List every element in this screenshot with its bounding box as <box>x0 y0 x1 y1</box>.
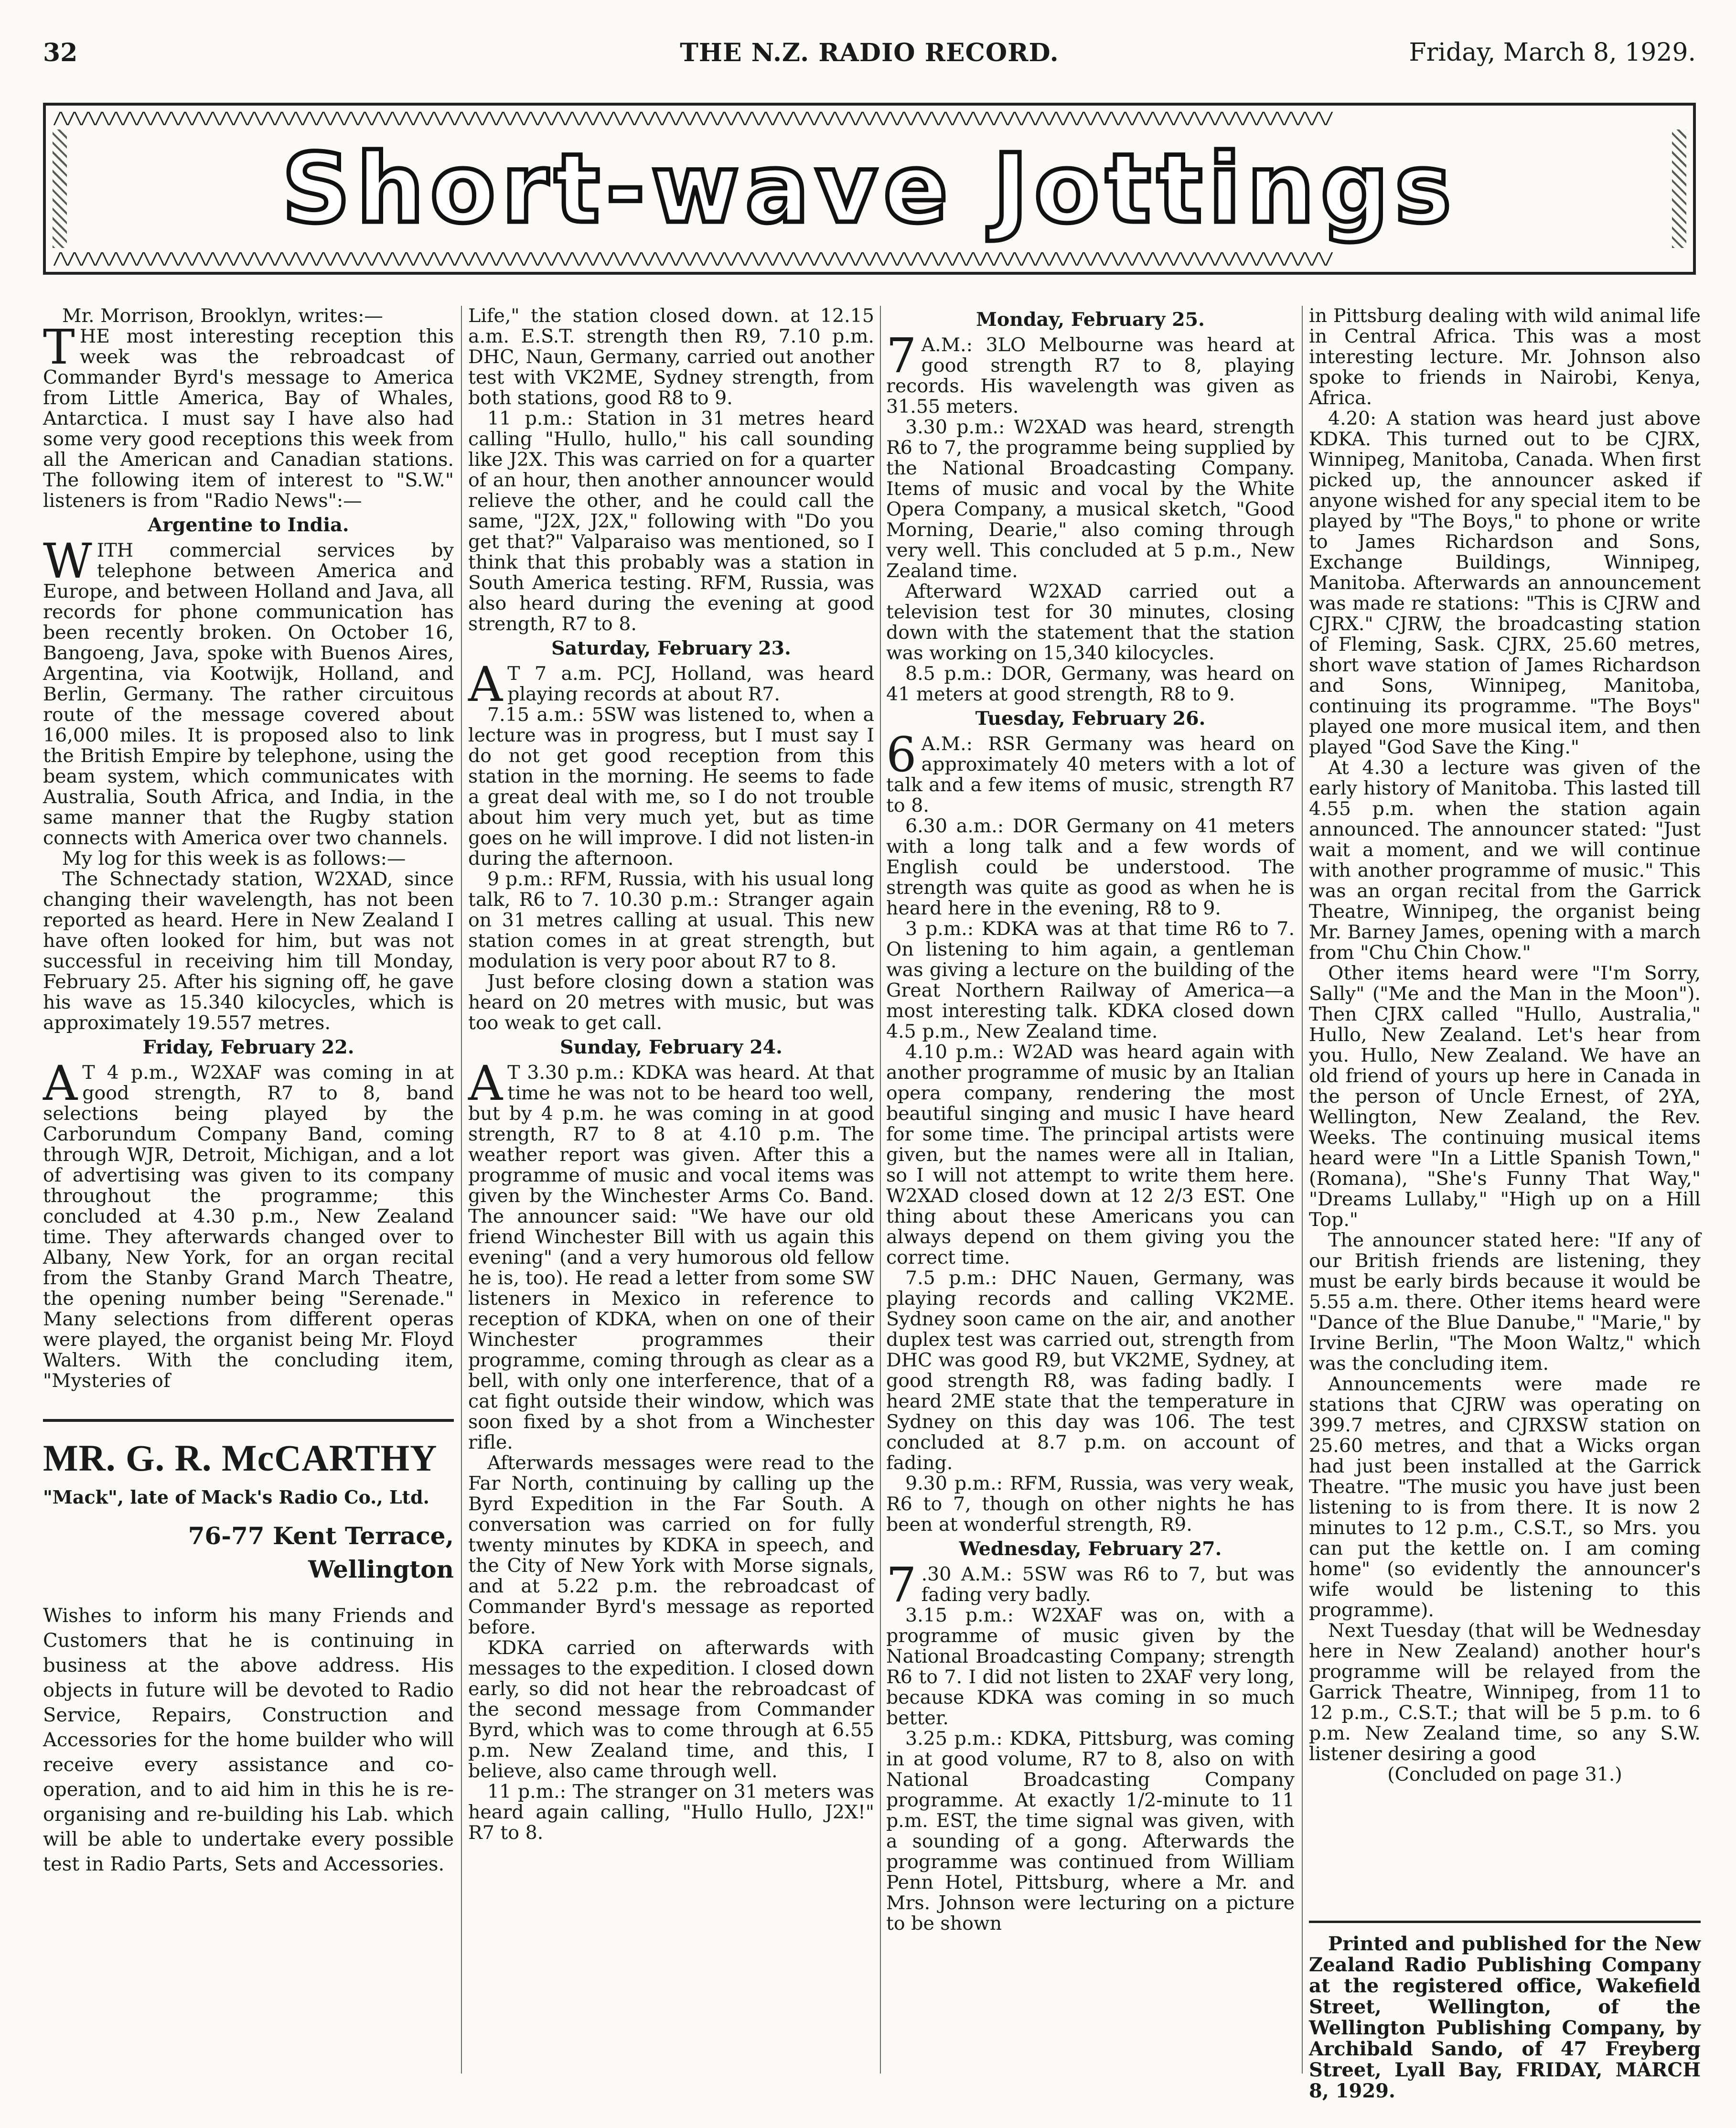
paragraph-text: .30 A.M.: 5SW was R6 to 7, but was fading very badly. <box>921 1563 1295 1606</box>
paragraph-text: T 7 a.m. PCJ, Holland, was heard playing records at about R7. <box>507 663 874 705</box>
drop-cap: 7 <box>886 1557 917 1613</box>
ad-name: MR. G. R. McCARTHY <box>43 1437 438 1479</box>
zigzag-border-top: /\/\/\/\/\/\/\/\/\/\/\/\/\/\/\/\/\/\/\/\/\/\/\/\/\/\/\/\/\/\/\/\/\/\/\/\/\/\/\/\/\/\/\/\/\/\/\/\/\/\/\/\/\/\/\/\/\/\/\/\/\/\/\/\/\/\/\/\/\/\/\/\/\/\/\/\/\/\/\/\/\/\/\/\/\/\/\/\/\/\/\/\/ <box>53 110 1331 127</box>
article-paragraph: Afterward W2XAD carried out a television test for 30 minutes, closing down with the statement that the station was working on 15,340 kilocycles. <box>886 580 1295 664</box>
paragraph-text: T 3.30 p.m.: KDKA was heard. At that time he was not to be heard too well, but by 4 p.m. he was coming in at good strength, R7 to 8 at 4.10 p.m. The weather report was given. After this a programme of music and vocal items was given by the Winchester Arms Co. Band. The announcer said: "We have our old friend Winchester Bill with us again this evening" (and a very humorous old fellow he is, too). He read a letter from some SW listeners in Mexico in reference to reception of KDKA, when on one of their Winchester programmes their programme, coming through as clear as a bell, with only one interference, that of a cat fight outside their window, which was soon fixed by a shot from a Winchester rifle. <box>468 1062 874 1453</box>
subheading: Argentine to India. <box>148 514 349 536</box>
article-paragraph <box>886 1557 1295 1613</box>
drop-cap: 6 <box>886 727 917 783</box>
article-paragraph <box>886 328 1295 418</box>
issue-date: Friday, March 8, 1929. <box>1409 38 1696 67</box>
subheading: Tuesday, February 26. <box>975 708 1206 730</box>
article-paragraph: Life," the station closed down. at 12.15 a.m. E.S.T. strength then R9, 7.10 p.m. DHC, Naun, Germany, carried out another test with VK2ME, Sydney strength, from both stations, good R8 to 9. <box>468 305 874 409</box>
article-column-4 <box>1309 306 1701 1785</box>
zigzag-border-bottom: /\/\/\/\/\/\/\/\/\/\/\/\/\/\/\/\/\/\/\/\/\/\/\/\/\/\/\/\/\/\/\/\/\/\/\/\/\/\/\/\/\/\/\/\/\/\/\/\/\/\/\/\/\/\/\/\/\/\/\/\/\/\/\/\/\/\/\/\/\/\/\/\/\/\/\/\/\/\/\/\/\/\/\/\/\/\/\/\/\/\/\/\/ <box>53 251 1331 267</box>
advertisement <box>43 1419 454 2078</box>
article-paragraph: 3.25 p.m.: KDKA, Pittsburg, was coming in at good volume, R7 to 8, also on with National Broadcasting Company programme. At exactly 1/2-minute to 11 p.m. EST, the time signal was given, with a sounding of a gong. Afterwards the programme was continued from William Penn Hotel, Pittsburg, where a Mr. and Mrs. Johnson were lecturing on a picture to be shown <box>886 1728 1295 1935</box>
column-rule <box>1302 306 1303 2074</box>
article-paragraph <box>886 727 1295 817</box>
paragraph-text: A.M.: RSR Germany was heard on approximately 40 meters with a lot of talk and a few items of music, strength R7 to 8. <box>886 733 1295 817</box>
article-paragraph: 4.20: A station was heard just above KDKA. This turned out to be CJRX, Winnipeg, Manitoba, Canada. When first picked up, the announcer asked if anyone wished for any special item to be played by "The Boys," to phone or write to James Richardson and Sons, Exchange Buildings, Winnipeg, Manitoba. Afterwards an announcement was made re stations: "This is CJRW and CJRX." CJRW, the broadcasting station of Fleming, Sask. CJRX, 25.60 metres, short wave station of James Richardson and Sons, Winnipeg, Manitoba, continuing its programme. "The Boys" played one more musical item, and then played "God Save the King." <box>1309 408 1701 758</box>
article-paragraph: 6.30 a.m.: DOR Germany on 41 meters with a long talk and a few words of English could be understood. The strength was quite as good as when he is heard here in the evening, R8 to 9. <box>886 815 1295 919</box>
article-paragraph: 3 p.m.: KDKA was at that time R6 to 7. On listening to him again, a gentleman was giving a lecture on the building of the Great Northern Railway of America—a most interesting talk. KDKA closed down 4.5 p.m., New Zealand time. <box>886 918 1295 1043</box>
article-paragraph <box>43 533 454 849</box>
article-paragraph <box>468 1055 874 1453</box>
ad-address-city: Wellington <box>308 1555 454 1583</box>
column-rule <box>461 306 462 2074</box>
subheading: Wednesday, February 27. <box>959 1538 1222 1560</box>
article-paragraph: 4.10 p.m.: W2AD was heard again with another programme of music by an Italian opera company, rendering the most beautiful singing and music I have heard for some time. The principal artists were given, but the names were all in Italian, so I will not attempt to write them here. W2XAD closed down at 12 2/3 EST. One thing about these Americans you can always depend on them giving you the correct time. <box>886 1041 1295 1268</box>
masthead: THE N.Z. RADIO RECORD. <box>680 38 1059 67</box>
article-paragraph: 11 p.m.: Station in 31 metres heard calling "Hullo, hullo," his call sounding like J2X. This was carried on for a quarter of an hour, then another announcer would relieve the other, and he could call the same, "J2X, J2X," following with "Do you get that?" Valparaiso was mentioned, so I think that this probably was a station in South America testing. RFM, Russia, was also heard during the evening at good strength, R7 to 8. <box>468 408 874 635</box>
article-paragraph: in Pittsburg dealing with wild animal life in Central Africa. This was a most interesting lecture. Mr. Johnson also spoke to friends in Nairobi, Kenya, Africa. <box>1309 305 1701 409</box>
article-paragraph: Next Tuesday (that will be Wednesday here in New Zealand) another hour's programme will be relayed from the Garrick Theatre, Winnipeg, from 11 to 12 p.m., C.S.T.; that will be 5 p.m. to 6 p.m. New Zealand time, so any S.W. listener desiring a good <box>1309 1620 1701 1765</box>
page-number: 32 <box>43 38 78 67</box>
paragraph-text: A.M.: 3LO Melbourne was heard at good strength R7 to 8, playing records. His wavelength was given as 31.55 meters. <box>886 334 1295 418</box>
article-paragraph: Other items heard were "I'm Sorry, Sally" ("Me and the Man in the Moon"). Then CJRX called "Hullo, Australia," Hullo, New Zealand. Let's hear from you. Hullo, New Zealand. We have an old friend of yours up here in Canada in the person of Uncle Ernest, of 2YA, Wellington, New Zealand, the Rev. Weeks. The continuing musical items heard were "In a Little Spanish Town," (Romana), "She's Funny That Way," "Dreams Lullaby," "High up on a Hill Top." <box>1309 962 1701 1231</box>
drop-cap: A <box>43 1055 78 1111</box>
article-paragraph <box>43 319 454 512</box>
article-column-2 <box>468 306 874 1843</box>
running-head <box>43 38 1696 76</box>
article-paragraph: 3.30 p.m.: W2XAD was heard, strength R6 to 7, the programme being supplied by the National Broadcasting Company. Items of music and vocal by the White Opera Company, a musical sketch, "Good Morning, Dearie," also coming through very well. This concluded at 5 p.m., New Zealand time. <box>886 416 1295 582</box>
page-title: Short-wave Jottings <box>281 133 1457 245</box>
article-paragraph: 7.5 p.m.: DHC Nauen, Germany, was playing records and calling VK2ME. Sydney soon came on the air, and another duplex test was carried out, strength from DHC was good R9, but VK2ME, Sydney, at good strength R8, was fading badly. I heard 2ME state that the temperature in Sydney on this day was 106. The test concluded at 8.7 p.m. on account of fading. <box>886 1267 1295 1474</box>
article-column-1 <box>43 306 454 1391</box>
ad-tagline: "Mack", late of Mack's Radio Co., Ltd. <box>43 1486 429 1508</box>
subheading: Monday, February 25. <box>976 309 1205 331</box>
drop-cap: A <box>468 656 503 712</box>
article-paragraph: The Schnectady station, W2XAD, since changing their wavelength, has not been reported as heard. Here in New Zealand I have often looked for him, but was not successful in receiving him till Monday, February 25. After his signing off, he gave his wave as 15.340 kilocycles, which is approximately 19.557 metres. <box>43 868 454 1034</box>
article-paragraph: 11 p.m.: The stranger on 31 meters was heard again calling, "Hullo Hullo, J2X!" R7 to 8. <box>468 1781 874 1844</box>
article-paragraph: My log for this week is as follows:— <box>62 848 406 870</box>
article-paragraph: 9 p.m.: RFM, Russia, with his usual long talk, R6 to 7. 10.30 p.m.: Stranger again on 31 metres calling at usual. This new station comes in at great strength, but modulation is very poor about R7 to 8. <box>468 868 874 972</box>
column-rule <box>880 306 881 2074</box>
article-paragraph: 3.15 p.m.: W2XAF was on, with a programme of music given by the National Broadcasting Company; strength R6 to 7. I did not listen to 2XAF very long, because KDKA was coming in so much better. <box>886 1604 1295 1729</box>
drop-cap: W <box>43 533 92 589</box>
drop-cap: T <box>43 319 75 375</box>
article-paragraph <box>43 1055 454 1392</box>
drop-cap: A <box>468 1055 503 1111</box>
article-paragraph: 7.15 a.m.: 5SW was listened to, when a lecture was in progress, but I must say I do not get good reception from this station in the morning. He seems to fade a great deal with me, so I do not trouble about him very much yet, but as time goes on he will improve. I did not listen-in during the afternoon. <box>468 704 874 870</box>
article-paragraph: KDKA carried on afterwards with messages to the expedition. I closed down early, so did not hear the rebroadcast of the second message from Commander Byrd, which was to come through at 6.55 p.m. New Zealand time, and this, I believe, also came through well. <box>468 1637 874 1782</box>
article-paragraph: At 4.30 a lecture was given of the early history of Manitoba. This lasted till 4.55 p.m. when the station again announced. The announcer stated: "Just wait a moment, and we will continue with another programme of music." This was an organ recital from the Garrick Theatre, Winnipeg, the organist being Mr. Barney James, opening with a march from "Chu Chin Chow." <box>1309 757 1701 964</box>
drop-cap: 7 <box>886 328 917 384</box>
printer-imprint: Printed and published for the New Zealand Radio Publishing Company at the registered office, Wakefield Street, Wellington, of the Wellington Publishing Company, by Archibald Sando, of 47 Freyberg Street, Lyall Bay, FRIDAY, MARCH 8, 1929. <box>1309 1921 1701 2102</box>
continuation-note: (Concluded on page 31.) <box>1387 1763 1622 1785</box>
article-paragraph: 9.30 p.m.: RFM, Russia, was very weak, R6 to 7, though on other nights he has been at wonderful strength, R9. <box>886 1472 1295 1536</box>
subheading: Friday, February 22. <box>142 1036 354 1058</box>
subheading: Saturday, February 23. <box>551 637 791 659</box>
subheading: Sunday, February 24. <box>560 1036 782 1058</box>
title-banner <box>43 103 1696 275</box>
ad-address-line: 76-77 Kent Terrace, <box>188 1522 454 1550</box>
article-column-3 <box>886 306 1295 1934</box>
paragraph-text: HE most interesting reception this week was the rebroadcast of Commander Byrd's message to America from Little America, Bay of Whales, Antarctica. I must say I have also had some very good receptions this week from all the American and Canadian stations. The following item of interest to "S.W." listeners is from "Radio News":— <box>43 325 454 512</box>
paragraph-text: ITH commercial services by telephone between America and Europe, and between Holland and Java, all records for phone communication has been recently broken. On October 16, Bangoeng, Java, spoke with Buenos Aires, Argentina, via Kootwijk, Holland, and Berlin, Germany. The rather circuitous route of the message covered about 16,000 miles. It is proposed also to link the British Empire by telephone, using the beam system, which communicates with Australia, South Africa, and India, in the same manner that the Rugby station connects with America over two channels. <box>43 539 454 849</box>
article-paragraph <box>468 656 874 712</box>
article-paragraph: Announcements were made re stations that CJRW was operating on 399.7 metres, and CJRXSW station on 25.60 metres, and that a Wicks organ had just been installed at the Garrick Theatre. "The music you have just been listening to is from there. It is now 2 minutes to 12 p.m., C.S.T., so Mrs. you can put the kettle on. I am coming home" (so evidently the announcer's wife would be listening to this programme). <box>1309 1373 1701 1621</box>
article-paragraph: The announcer stated here: "If any of our British friends are listening, they must be early birds because it would be 5.55 a.m. there. Other items heard were "Dance of the Blue Danube," "Marie," by Irvine Berlin, "The Moon Waltz," which was the concluding item. <box>1309 1229 1701 1375</box>
ad-body: Wishes to inform his many Friends and Customers that he is continuing in business at the above address. His objects in future will be devoted to Radio Service, Repairs, Construction and Accessories for the home builder who will receive every assistance and co-operation, and to aid him in this he is re-organising and re-building his Lab. which will be able to undertake every possible test in Radio Parts, Sets and Accessories. <box>43 1605 454 1875</box>
paragraph-text: T 4 p.m., W2XAF was coming in at good strength, R7 to 8, band selections being played by the Carborundum Company Band, coming through WJR, Detroit, Michigan, and a lot of advertising was given to its company throughout the programme; this concluded at 4.30 p.m., New Zealand time. They afterwards changed over to Albany, New York, for an organ recital from the Stanby Grand March Theatre, the opening number being "Serenade." Many selections from different operas were played, the organist being Mr. Floyd Walters. With the concluding item, "Mysteries of <box>43 1062 454 1392</box>
article-paragraph: 8.5 p.m.: DOR, Germany, was heard on 41 meters at good strength, R8 to 9. <box>886 663 1295 705</box>
article-intro: Mr. Morrison, Brooklyn, writes:— <box>62 305 383 327</box>
article-paragraph: Just before closing down a station was heard on 20 metres with music, but was too weak to get call. <box>468 971 874 1034</box>
article-paragraph: Afterwards messages were read to the Far North, continuing by calling up the Byrd Expedition in the Far South. A conversation was carried on for fully twenty minutes by KDKA in speech, and the City of New York with Morse signals, and at 5.22 p.m. the rebroadcast of Commander Byrd's message as reported before. <box>468 1452 874 1638</box>
